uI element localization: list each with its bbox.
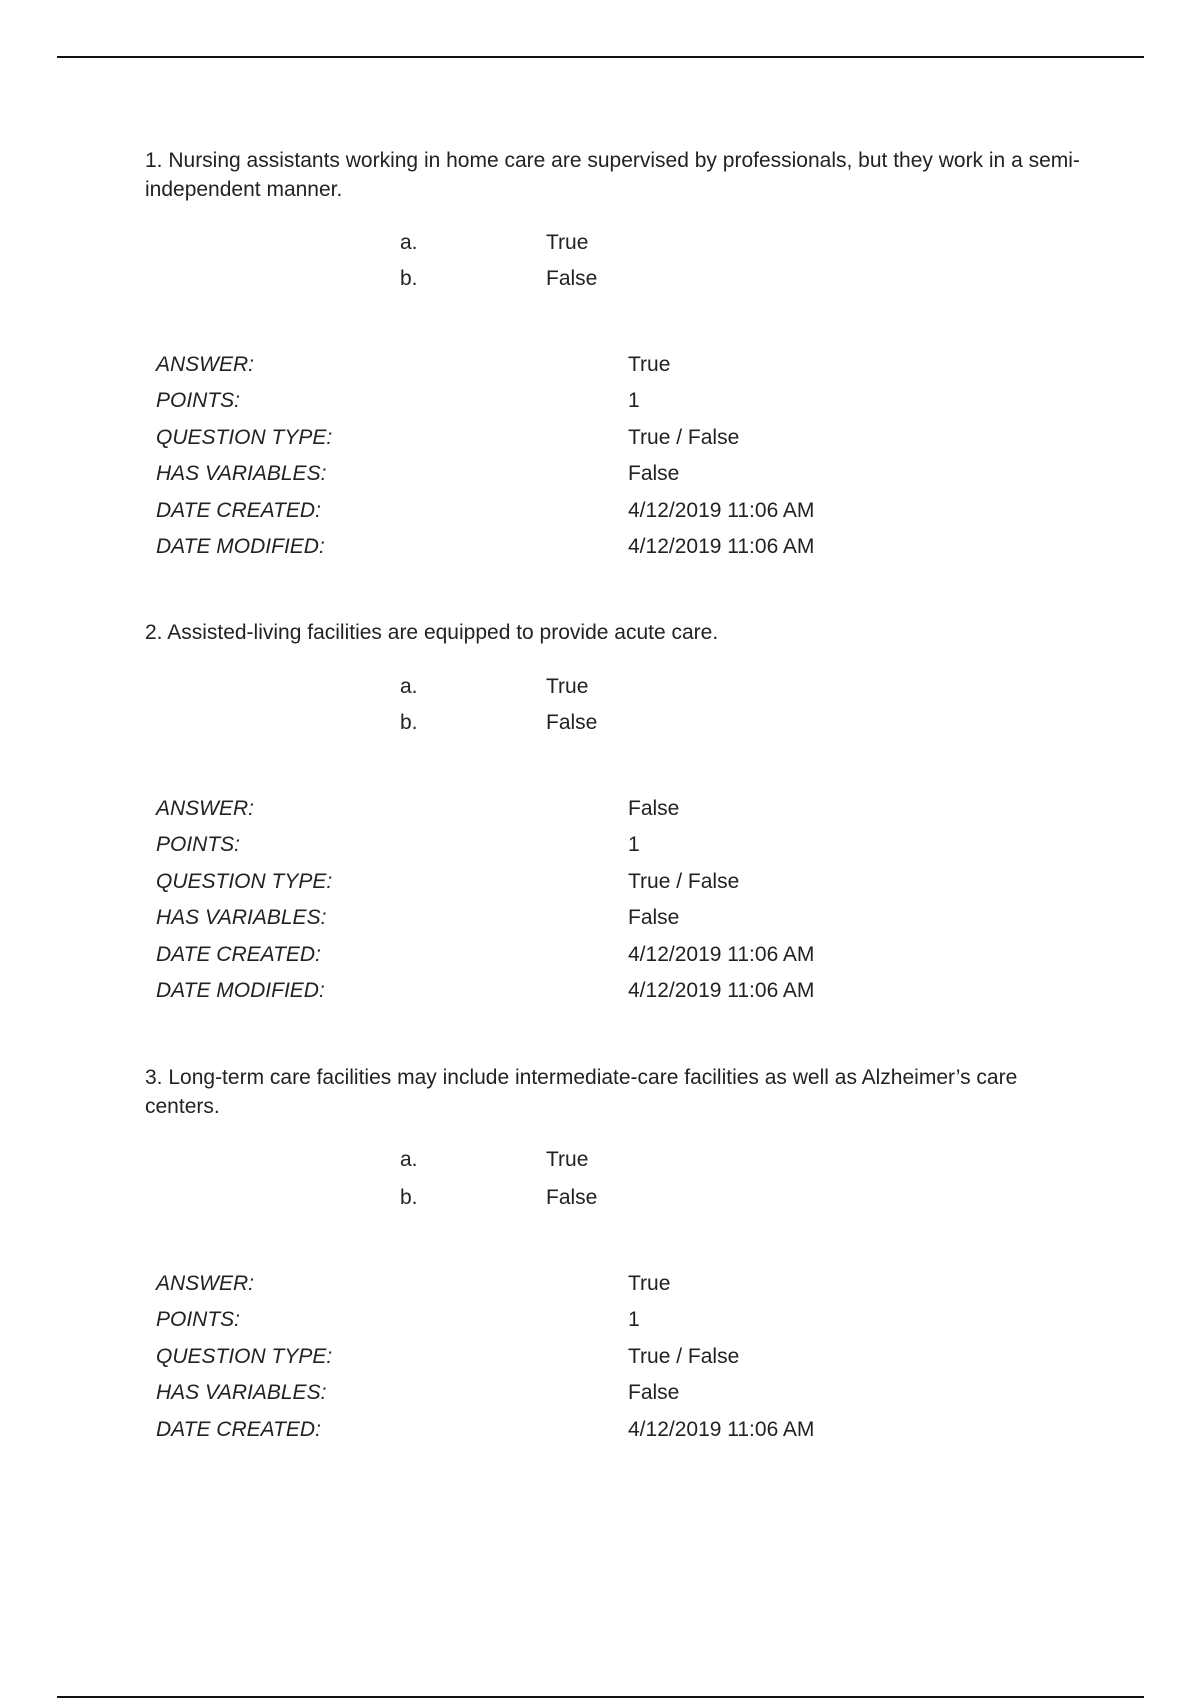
option-b bbox=[0, 708, 1200, 738]
meta-value: True bbox=[628, 353, 671, 376]
option-b bbox=[0, 264, 1200, 294]
meta-value: 1 bbox=[628, 1308, 640, 1331]
meta-value: True / False bbox=[628, 426, 740, 449]
meta-label: QUESTION TYPE: bbox=[156, 1345, 333, 1368]
question-1 bbox=[0, 146, 1200, 566]
meta-value: 4/12/2019 11:06 AM bbox=[628, 979, 815, 1002]
meta-label: POINTS: bbox=[156, 389, 241, 412]
meta-value: False bbox=[628, 462, 680, 485]
meta-label: QUESTION TYPE: bbox=[156, 426, 333, 449]
option-letter: a. bbox=[400, 231, 418, 254]
option-value: False bbox=[546, 267, 598, 290]
meta-points bbox=[0, 386, 1200, 416]
meta-points bbox=[0, 830, 1200, 860]
meta-date-created bbox=[0, 1415, 1200, 1445]
option-letter: b. bbox=[400, 1186, 418, 1209]
option-value: True bbox=[546, 1148, 589, 1171]
meta-value: 1 bbox=[628, 389, 640, 412]
option-value: True bbox=[546, 675, 589, 698]
meta-label: DATE CREATED: bbox=[156, 499, 321, 522]
option-value: False bbox=[546, 711, 598, 734]
meta-label: POINTS: bbox=[156, 1308, 241, 1331]
meta-value: 1 bbox=[628, 833, 640, 856]
option-letter: b. bbox=[400, 711, 418, 734]
meta-value: 4/12/2019 11:06 AM bbox=[628, 943, 815, 966]
meta-value: False bbox=[628, 906, 680, 929]
top-rule bbox=[57, 56, 1144, 58]
meta-date-modified bbox=[0, 532, 1200, 562]
meta-value: 4/12/2019 11:06 AM bbox=[628, 535, 815, 558]
meta-value: False bbox=[628, 1381, 680, 1404]
option-a bbox=[0, 228, 1200, 258]
option-letter: a. bbox=[400, 675, 418, 698]
meta-has-variables bbox=[0, 903, 1200, 933]
option-value: False bbox=[546, 1186, 598, 1209]
meta-date-modified bbox=[0, 976, 1200, 1006]
option-value: True bbox=[546, 231, 589, 254]
meta-label: DATE CREATED: bbox=[156, 1418, 321, 1441]
option-a bbox=[0, 672, 1200, 702]
option-letter: a. bbox=[400, 1148, 418, 1171]
meta-answer bbox=[0, 794, 1200, 824]
question-3 bbox=[0, 1063, 1200, 1463]
bottom-rule bbox=[57, 1696, 1144, 1698]
meta-question-type bbox=[0, 1342, 1200, 1372]
meta-answer bbox=[0, 1269, 1200, 1299]
option-a bbox=[0, 1145, 1200, 1175]
question-text: 1. Nursing assistants working in home care are supervised by professionals, but they work in a semi-independent manner. bbox=[145, 149, 1080, 201]
question-2 bbox=[0, 618, 1200, 1018]
meta-label: HAS VARIABLES: bbox=[156, 906, 327, 929]
meta-value: True / False bbox=[628, 1345, 740, 1368]
meta-label: ANSWER: bbox=[156, 1272, 255, 1295]
question-text: 2. Assisted-living facilities are equipped to provide acute care. bbox=[145, 621, 719, 644]
meta-question-type bbox=[0, 867, 1200, 897]
meta-question-type bbox=[0, 423, 1200, 453]
meta-label: DATE MODIFIED: bbox=[156, 979, 325, 1002]
meta-label: POINTS: bbox=[156, 833, 241, 856]
meta-has-variables bbox=[0, 459, 1200, 489]
meta-label: HAS VARIABLES: bbox=[156, 1381, 327, 1404]
meta-label: DATE MODIFIED: bbox=[156, 535, 325, 558]
meta-value: True / False bbox=[628, 870, 740, 893]
meta-label: HAS VARIABLES: bbox=[156, 462, 327, 485]
meta-date-created bbox=[0, 940, 1200, 970]
meta-points bbox=[0, 1305, 1200, 1335]
meta-value: 4/12/2019 11:06 AM bbox=[628, 499, 815, 522]
meta-answer bbox=[0, 350, 1200, 380]
meta-value: False bbox=[628, 797, 680, 820]
meta-date-created bbox=[0, 496, 1200, 526]
meta-label: ANSWER: bbox=[156, 353, 255, 376]
question-text: 3. Long-term care facilities may include intermediate-care facilities as well as Alzheimer’s care centers. bbox=[145, 1066, 1018, 1118]
meta-value: True bbox=[628, 1272, 671, 1295]
option-b bbox=[0, 1183, 1200, 1213]
meta-label: QUESTION TYPE: bbox=[156, 870, 333, 893]
meta-has-variables bbox=[0, 1378, 1200, 1408]
option-letter: b. bbox=[400, 267, 418, 290]
meta-label: ANSWER: bbox=[156, 797, 255, 820]
meta-label: DATE CREATED: bbox=[156, 943, 321, 966]
meta-value: 4/12/2019 11:06 AM bbox=[628, 1418, 815, 1441]
